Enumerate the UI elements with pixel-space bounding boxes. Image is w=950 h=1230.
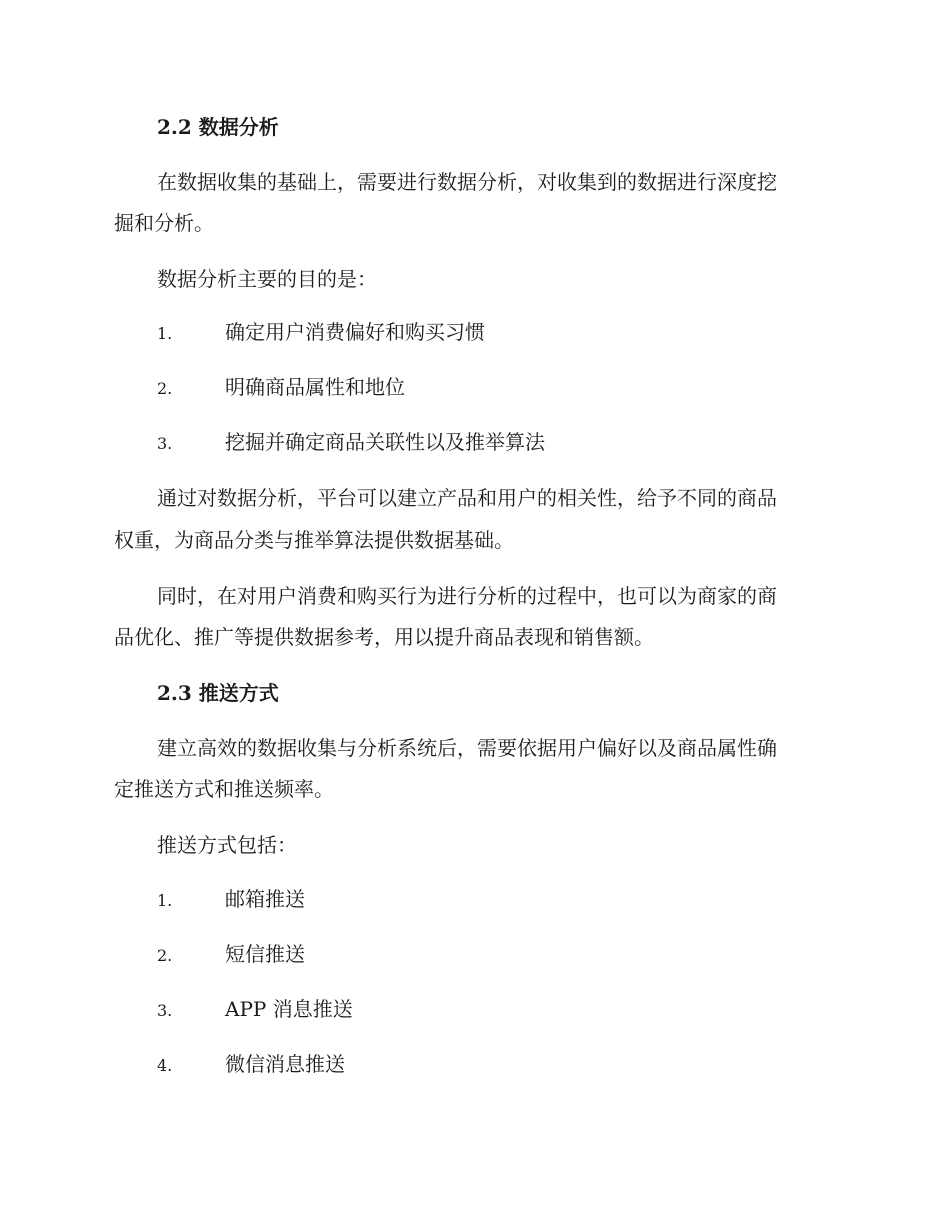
list-number: 3. <box>157 434 173 453</box>
list-number: 1. <box>157 891 173 910</box>
paragraph-line: 通过对数据分析，平台可以建立产品和用户的相关性，给予不同的商品 <box>157 486 777 510</box>
paragraph-line: 掘和分析。 <box>114 211 214 235</box>
paragraph-line: 权重，为商品分类与推举算法提供数据基础。 <box>114 528 514 552</box>
paragraph-line: 定推送方式和推送频率。 <box>114 777 334 801</box>
list-text: 确定用户消费偏好和购买习惯 <box>225 320 485 344</box>
list-number: 2. <box>157 946 173 965</box>
list-text: 短信推送 <box>225 942 305 966</box>
list-number: 2. <box>157 379 173 398</box>
paragraph-line: 品优化、推广等提供数据参考，用以提升商品表现和销售额。 <box>114 625 654 649</box>
list-text: APP 消息推送 <box>225 997 353 1021</box>
paragraph-line: 数据分析主要的目的是： <box>157 267 377 291</box>
section-heading-2-2: 2.2 数据分析 <box>157 115 279 139</box>
list-text: 挖掘并确定商品关联性以及推举算法 <box>225 430 545 454</box>
list-number: 1. <box>157 324 173 343</box>
paragraph-line: 推送方式包括： <box>157 833 297 857</box>
list-text: 明确商品属性和地位 <box>225 375 405 399</box>
paragraph-line: 建立高效的数据收集与分析系统后，需要依据用户偏好以及商品属性确 <box>157 736 777 760</box>
paragraph-line: 在数据收集的基础上，需要进行数据分析，对收集到的数据进行深度挖 <box>157 170 777 194</box>
list-text: 微信消息推送 <box>225 1052 345 1076</box>
paragraph-line: 同时，在对用户消费和购买行为进行分析的过程中，也可以为商家的商 <box>157 584 777 608</box>
section-heading-2-3: 2.3 推送方式 <box>157 681 279 705</box>
list-number: 4. <box>157 1056 173 1075</box>
list-text: 邮箱推送 <box>225 887 305 911</box>
list-number: 3. <box>157 1001 173 1020</box>
